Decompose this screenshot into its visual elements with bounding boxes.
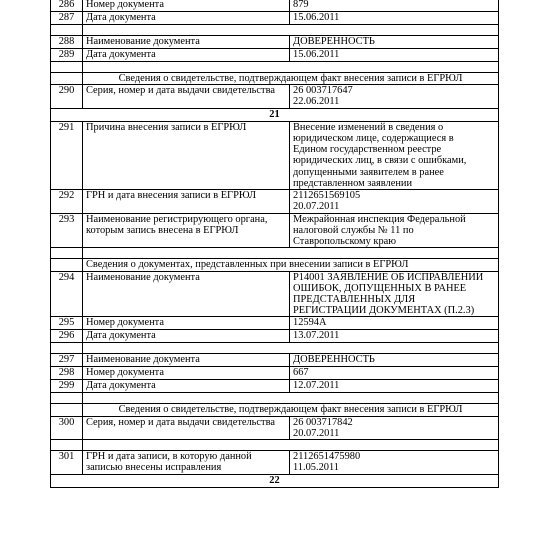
field-value-line: 2112651569105	[293, 190, 361, 202]
field-value	[290, 451, 499, 474]
field-value-line: 879	[293, 0, 309, 10]
spacer-cell	[83, 25, 499, 36]
record-number: 300	[51, 416, 83, 439]
field-name: Серия, номер и дата выдачи свидетельства	[83, 85, 290, 108]
spacer-cell	[83, 393, 499, 404]
record-row	[51, 367, 499, 380]
spacer-cell-num	[51, 343, 83, 354]
field-value	[290, 330, 499, 343]
field-value-line: 20.07.2011	[293, 427, 340, 439]
record-number: 297	[51, 354, 83, 367]
spacer-cell-num	[51, 393, 83, 404]
field-value-line: 11.05.2011	[293, 462, 339, 474]
field-name: Дата документа	[83, 49, 290, 62]
record-row	[51, 12, 499, 25]
record-row	[51, 317, 499, 330]
field-value-line: ОШИБОК, ДОПУЩЕННЫХ В РАНЕЕ	[293, 282, 467, 294]
section-title: Сведения о свидетельстве, подтверждающем факт внесения записи в ЕГРЮЛ	[83, 73, 499, 85]
section-num-cell	[51, 73, 83, 85]
field-name: Дата документа	[83, 12, 290, 25]
spacer-row	[51, 343, 499, 354]
field-value-line: 20.07.2011	[293, 201, 340, 213]
field-value-line: 26 003717842	[293, 416, 353, 428]
field-value-line: Межрайонная инспекция Федеральной	[293, 213, 466, 225]
field-name: Номер документа	[83, 317, 290, 330]
field-value-line: юридических лиц, в связи с ошибками,	[293, 155, 467, 167]
field-name: Наименование документа	[83, 354, 290, 367]
record-number: 298	[51, 367, 83, 380]
field-name: Причина внесения записи в ЕГРЮЛ	[83, 121, 290, 189]
record-row	[51, 416, 499, 439]
field-value-line: 15.06.2011	[293, 49, 340, 60]
spacer-cell-num	[51, 25, 83, 36]
field-value-line: 2112651475980	[293, 451, 361, 463]
field-value-line: 13.07.2011	[293, 330, 340, 342]
field-name: Серия, номер и дата выдачи свидетельства	[83, 416, 290, 439]
section-num-cell	[51, 404, 83, 416]
field-value	[290, 12, 499, 25]
field-value	[290, 271, 499, 317]
spacer-row	[51, 248, 499, 259]
field-value-line: Р14001 ЗАЯВЛЕНИЕ ОБ ИСПРАВЛЕНИИ	[293, 271, 484, 283]
field-value	[290, 380, 499, 393]
field-value	[290, 121, 499, 189]
field-value-line: 667	[293, 367, 309, 379]
record-number: 296	[51, 330, 83, 343]
field-name: Номер документа	[83, 367, 290, 380]
record-number: 292	[51, 190, 83, 213]
field-value-line: ДОВЕРЕННОСТЬ	[293, 354, 375, 366]
spacer-cell-num	[51, 62, 83, 73]
field-value	[290, 36, 499, 49]
section-header-row	[51, 404, 499, 416]
record-row	[51, 190, 499, 213]
field-value	[290, 85, 499, 108]
field-value-line: 22.06.2011	[293, 96, 340, 108]
field-value-line: юридическом лице, содержащиеся в	[293, 132, 454, 144]
section-num-cell	[51, 259, 83, 271]
field-value	[290, 0, 499, 12]
record-row	[51, 354, 499, 367]
field-value	[290, 416, 499, 439]
field-value-line: Внесение изменений в сведения о	[293, 121, 444, 133]
field-value-line: Ставропольскому краю	[293, 236, 397, 248]
record-row	[51, 213, 499, 248]
spacer-row	[51, 25, 499, 36]
group-number-row	[51, 474, 499, 487]
record-number: 301	[51, 451, 83, 474]
egrul-records-body	[51, 0, 499, 487]
field-value-line: ДОВЕРЕННОСТЬ	[293, 36, 375, 47]
record-number: 291	[51, 121, 83, 189]
field-name: Номер документа	[83, 0, 290, 12]
record-number: 295	[51, 317, 83, 330]
field-name: ГРН и дата записи, в которую данной записью внесены исправления	[83, 451, 290, 474]
record-number: 299	[51, 380, 83, 393]
group-number: 21	[51, 108, 499, 121]
section-header-row	[51, 259, 499, 271]
field-value-line: представленном заявлении	[293, 177, 413, 189]
field-name: ГРН и дата внесения записи в ЕГРЮЛ	[83, 190, 290, 213]
record-row	[51, 0, 499, 12]
field-name: Наименование регистрирующего органа, которым запись внесена в ЕГРЮЛ	[83, 213, 290, 248]
record-row	[51, 36, 499, 49]
field-value	[290, 190, 499, 213]
egrul-extract-page	[50, 0, 498, 488]
spacer-row	[51, 393, 499, 404]
record-row	[51, 85, 499, 108]
record-number: 289	[51, 49, 83, 62]
spacer-cell-num	[51, 440, 83, 451]
spacer-cell	[83, 248, 499, 259]
field-value-line: налоговой службы № 11 по	[293, 224, 414, 236]
field-value-line: Едином государственном реестре	[293, 144, 442, 156]
field-name: Дата документа	[83, 330, 290, 343]
spacer-cell	[83, 343, 499, 354]
field-value	[290, 317, 499, 330]
field-value-line: допущенными заявителем в ранее	[293, 166, 444, 178]
record-number: 287	[51, 12, 83, 25]
spacer-row	[51, 440, 499, 451]
field-value-line: 12594А	[293, 317, 327, 329]
record-number: 293	[51, 213, 83, 248]
spacer-cell	[83, 440, 499, 451]
record-row	[51, 380, 499, 393]
field-value-line: ПРЕДСТАВЛЕННЫХ ДЛЯ	[293, 293, 416, 305]
record-row	[51, 49, 499, 62]
field-value	[290, 354, 499, 367]
spacer-cell	[83, 62, 499, 73]
record-number: 290	[51, 85, 83, 108]
field-name: Наименование документа	[83, 271, 290, 317]
record-number: 294	[51, 271, 83, 317]
record-number: 286	[51, 0, 83, 12]
field-value	[290, 367, 499, 380]
field-name: Дата документа	[83, 380, 290, 393]
group-number: 22	[51, 474, 499, 487]
record-row	[51, 121, 499, 189]
spacer-row	[51, 62, 499, 73]
spacer-cell-num	[51, 248, 83, 259]
field-name: Наименование документа	[83, 36, 290, 49]
section-title: Сведения о свидетельстве, подтверждающем факт внесения записи в ЕГРЮЛ	[83, 404, 499, 416]
field-value-line: 26 003717647	[293, 85, 353, 97]
field-value-line: 12.07.2011	[293, 380, 340, 392]
field-value	[290, 213, 499, 248]
record-number: 288	[51, 36, 83, 49]
section-title: Сведения о документах, представленных при внесении записи в ЕГРЮЛ	[83, 259, 499, 271]
field-value-line: РЕГИСТРАЦИИ ДОКУМЕНТАХ (П.2.3)	[293, 305, 475, 317]
record-row	[51, 330, 499, 343]
section-header-row	[51, 73, 499, 85]
record-row	[51, 271, 499, 317]
egrul-records-table	[50, 0, 499, 488]
group-number-row	[51, 108, 499, 121]
field-value-line: 15.06.2011	[293, 12, 340, 23]
record-row	[51, 451, 499, 474]
field-value	[290, 49, 499, 62]
